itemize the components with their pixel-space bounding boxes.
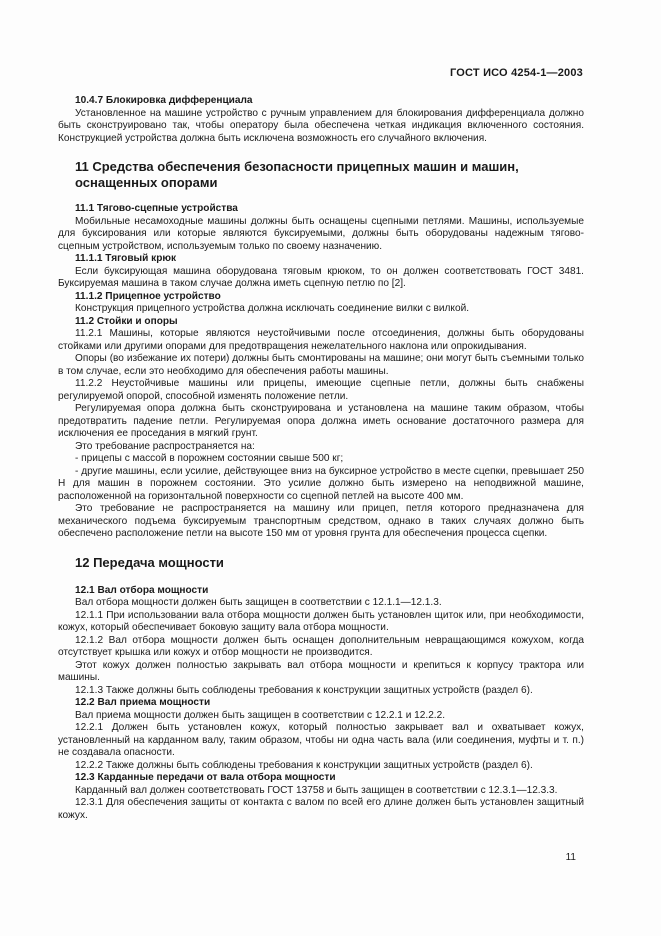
- page-number: 11: [565, 852, 576, 863]
- document-id: ГОСТ ИСО 4254-1—2003: [449, 67, 583, 79]
- paragraph: Конструкция прицепного устройства должна исключать соединение вилки с вилкой.: [75, 303, 470, 314]
- section-heading: 12 Передача мощности: [75, 554, 224, 570]
- subsection-heading: 12.3 Карданные передачи от вала отбора мощности: [75, 772, 336, 783]
- paragraph: Вал приема мощности должен быть защищен в соответствии с 12.2.1 и 12.2.2.: [75, 709, 446, 721]
- subsection-heading: 11.2 Стойки и опоры: [75, 315, 178, 327]
- subsection-heading: 11.1.1 Тяговый крюк: [75, 253, 177, 264]
- paragraph: 12.1.3 Также должны быть соблюдены требования к конструкции защитных устройств (раздел 6).: [75, 684, 533, 696]
- paragraph: Этот кожух должен полностью закрывать вал отбора мощности и крепиться к корпусу трактора или машины.: [58, 659, 584, 683]
- paragraph: 11.2.1 Машины, которые являются неустойчивыми после отсоединения, должны быть оборудованы стойками или другими опорами для предотвращения нежелательного наклона или опрокидывания.: [58, 328, 584, 352]
- paragraph: Если буксирующая машина оборудована тяговым крюком, то он должен соответствовать ГОСТ 3481. Буксируемая машина в таком случае должна иметь сцепную петлю по [2].: [58, 265, 584, 289]
- paragraph: Вал отбора мощности должен быть защищен в соответствии с 12.1.1—12.1.3.: [75, 597, 442, 608]
- subsection-heading: 12.1 Вал отбора мощности: [75, 584, 209, 596]
- paragraph: 11.2.2 Неустойчивые машины или прицепы, имеющие сцепные петли, должны быть снабжены регулируемой опорой, способной изменять положение петли.: [58, 378, 584, 402]
- paragraph: 12.2.2 Также должны быть соблюдены требования к конструкции защитных устройств (раздел 6).: [75, 759, 533, 771]
- subsection-heading: 11.1.2 Прицепное устройство: [75, 290, 221, 302]
- section-heading: 11 Средства обеспечения безопасности прицепных машин и машин, оснащенных опорами: [75, 159, 519, 190]
- subsection-heading: 11.1 Тягово-сцепные устройства: [75, 203, 238, 214]
- paragraph: 12.1.2 Вал отбора мощности должен быть оснащен дополнительным невращающимся кожухом, когда отсутствует крышка или кожух и отбор мощности не производится.: [58, 634, 584, 658]
- list-item: - другие машины, если усилие, действующее вниз на буксирное устройство в месте сцепки, превышает 250 Н для машин в порожнем состоянии. Это усилие должно быть измерено на неподвижной машине, расположенной на горизонтальной поверхности со сцепной петлей на высоте 400 мм.: [58, 465, 584, 502]
- subsection-heading: 12.2 Вал приема мощности: [75, 697, 211, 708]
- paragraph: Опоры (во избежание их потери) должны быть смонтированы на машине; они могут быть съемными только в том случае, если это необходимо для обеспечения работы машины.: [58, 353, 584, 377]
- paragraph: Это требование распространяется на:: [75, 440, 255, 452]
- paragraph: 12.3.1 Для обеспечения защиты от контакта с валом по всей его длине должен быть установлен защитный кожух.: [58, 797, 584, 821]
- paragraph: 12.1.1 При использовании вала отбора мощности должен быть установлен щиток или, при необходимости, кожух, который обеспечивает боковую защиту вала отбора мощности.: [58, 609, 584, 633]
- paragraph: Карданный вал должен соответствовать ГОСТ 13758 и быть защищен в соответствии с 12.3.1—12.3.3.: [75, 784, 558, 796]
- list-item: - прицепы с массой в порожнем состоянии свыше 500 кг;: [75, 453, 344, 464]
- document-body: [58, 95, 584, 822]
- paragraph: Это требование не распространяется на машину или прицеп, петля которого предназначена для механического подъема буксируемым транспортным средством, однако в таких случаях должно быть обеспечено расположение петли на высоте 150 мм от уровня грунта для обеспечения процесса сцепки.: [58, 503, 584, 539]
- paragraph: 12.2.1 Должен быть установлен кожух, который полностью закрывает вал и охватывает кожух, установленный на карданном валу, таким образом, чтобы ни одна часть вала (или соединения, муфты и т. п.) не создавала опасности.: [58, 722, 584, 758]
- subsection-heading: 10.4.7 Блокировка дифференциала: [75, 95, 253, 106]
- paragraph: Установленное на машине устройство с ручным управлением для блокирования дифференциала должно быть сконструировано так, чтобы оператору была обеспечена четкая индикация включенного состояния. Конструкцией устройства должна быть исключена возможность его случайного включения.: [58, 107, 584, 144]
- paragraph: Мобильные несамоходные машины должны быть оснащены сцепными петлями. Машины, используемые для буксирования или которые являются буксируемыми, должны быть оборудованы надежным тягово-сцепным устройством, используемым только по своему назначению.: [58, 215, 584, 252]
- paragraph: Регулируемая опора должна быть сконструирована и установлена на машине таким образом, чтобы предотвратить падение петли. Регулируемая опора должна иметь основание достаточного размера для исключения ее проседания в мягкий грунт.: [58, 403, 584, 439]
